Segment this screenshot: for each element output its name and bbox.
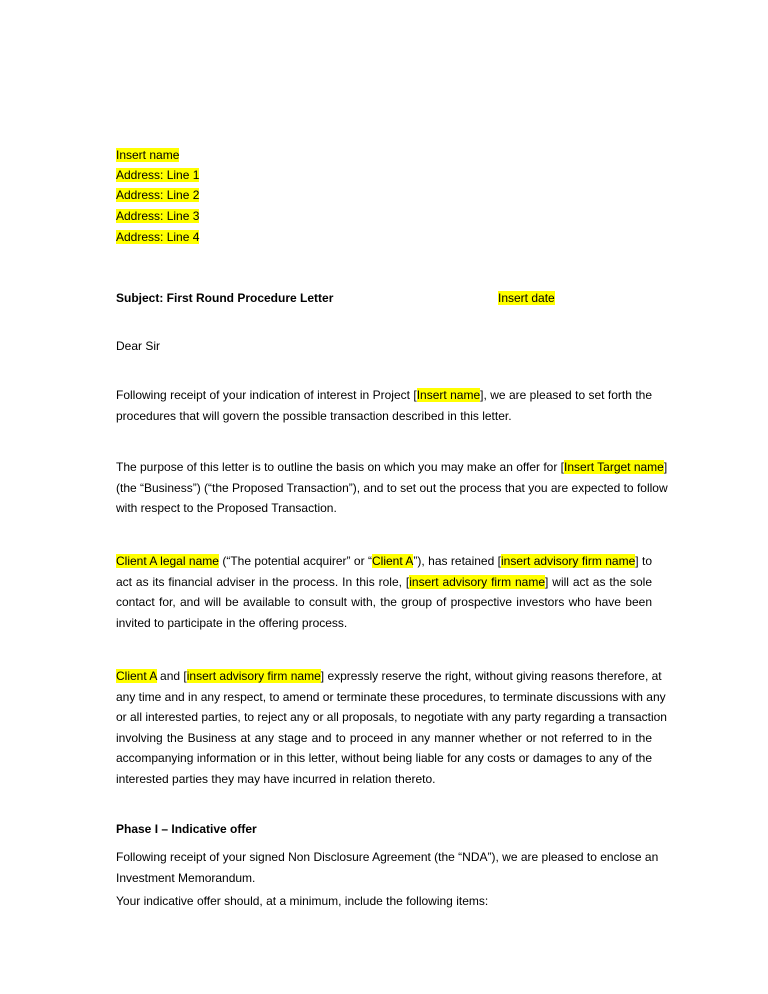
section-heading-phase-1: Phase I – Indicative offer (116, 822, 257, 836)
paragraph-line: accompanying information or in this letter, without being liable for any costs or damages to any of the (116, 751, 652, 766)
paragraph-line: Following receipt of your indication of interest in Project [Insert name], we are pleased to set forth the (116, 388, 652, 402)
paragraph-line: involving the Business at any stage and to proceed in any manner whether or not referred to in the (116, 730, 652, 745)
letter-date-highlight: Insert date (498, 291, 555, 305)
project-name-placeholder: Insert name (416, 388, 481, 402)
address-line-1 (116, 168, 199, 183)
paragraph-line: invited to participate in the offering process. (116, 615, 348, 630)
paragraph-line: Your indicative offer should, at a minimum, include the following items: (116, 894, 489, 908)
client-legal-name-placeholder: Client A legal name (116, 554, 219, 568)
paragraph-advisor (116, 551, 652, 633)
paragraph-line: or all interested parties, to reject any or all proposals, to negotiate with any party regarding a transaction (116, 710, 667, 725)
paragraph-line: procedures that will govern the possible transaction described in this letter. (116, 408, 512, 423)
address-line-3 (116, 209, 199, 224)
paragraph-purpose (116, 457, 668, 519)
recipient-name-highlight: Insert name (116, 148, 180, 162)
paragraph-line: Investment Memorandum. (116, 870, 256, 885)
recipient-name (116, 148, 179, 163)
paragraph-reservation (116, 666, 667, 790)
client-a-placeholder: Client A (116, 669, 157, 683)
address-line-4-highlight: Address: Line 4 (116, 230, 200, 244)
paragraph-line: act as its financial adviser in the process. In this role, [insert advisory firm name] will act as the sole (116, 574, 652, 589)
subject-line: Subject: First Round Procedure Letter (116, 291, 334, 305)
paragraph-line: contact for, and will be available to consult with, the group of prospective investors who have been (116, 595, 652, 610)
advisory-firm-placeholder: insert advisory firm name (186, 669, 321, 683)
client-a-placeholder: Client A (372, 554, 414, 568)
paragraph-line: Client A and [insert advisory firm name] expressly reserve the right, without giving reasons therefore, at (116, 669, 662, 683)
advisory-firm-placeholder: insert advisory firm name (409, 574, 546, 589)
paragraph-nda (116, 847, 659, 888)
paragraph-line: (the “Business”) (“the Proposed Transaction”), and to set out the process that you are expected to follow (116, 480, 668, 495)
target-name-placeholder: Insert Target name (564, 460, 664, 474)
paragraph-line: Following receipt of your signed Non Disclosure Agreement (the “NDA”), we are pleased to enclose an (116, 850, 659, 864)
advisory-firm-placeholder: insert advisory firm name (501, 554, 636, 568)
address-line-2-highlight: Address: Line 2 (116, 188, 200, 202)
paragraph-project-interest (116, 385, 652, 426)
address-line-2 (116, 188, 199, 203)
paragraph-line: Client A legal name (“The potential acquirer” or “Client A”), has retained [insert advisory firm name] to (116, 554, 652, 568)
paragraph-line: any time and in any respect, to amend or terminate these procedures, to terminate discussions with any (116, 689, 666, 704)
paragraph-line: interested parties they may have incurred in relation thereto. (116, 771, 436, 786)
address-line-3-highlight: Address: Line 3 (116, 209, 200, 223)
salutation: Dear Sir (116, 339, 161, 353)
address-line-4 (116, 230, 199, 245)
paragraph-indicative-offer (116, 891, 652, 912)
paragraph-line: with respect to the Proposed Transaction. (116, 501, 337, 516)
paragraph-line: The purpose of this letter is to outline the basis on which you may make an offer for [Insert Target name] (116, 460, 668, 474)
letter-date (498, 291, 555, 306)
address-line-1-highlight: Address: Line 1 (116, 168, 200, 182)
